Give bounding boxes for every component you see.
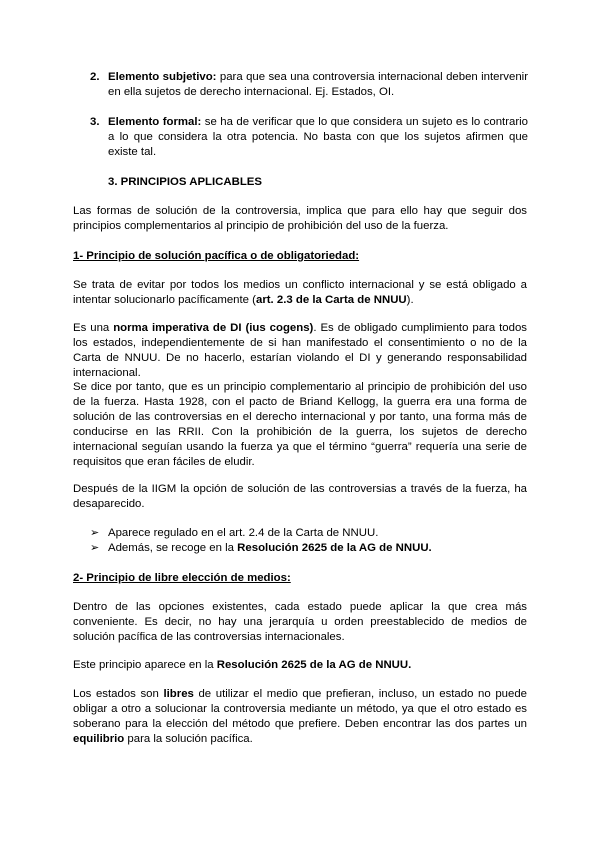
- item-text: para que sea una controversia internacional deben intervenir en ella sujetos de derecho internacional. Ej. Estados, OI.: [108, 71, 528, 98]
- principle1-paragraph-3: Se dice por tanto, que es un principio complementario al principio de prohibición del uso de la fuerza. Hasta 1928, con el pacto de Briand Kellogg, la guerra era una forma de solución de las controversias en el derecho internacional y por tanto, una forma más de conducirse en las RRII. Con la prohibición de la guerra, los sujetos de derecho internacional seguían usando la fuerza ya que el término “guerra” requería una serie de requisitos que eran fáciles de eludir.: [73, 381, 527, 468]
- arrow-bullet-icon: ➢: [90, 542, 100, 554]
- intro-paragraph: Las formas de solución de la controversia, implica que para ello hay que seguir dos principios complementarios al principio de prohibición del uso de la fuerza.: [73, 205, 527, 232]
- principle2-paragraph-1: Dentro de las opciones existentes, cada estado puede aplicar la que crea más conveniente. Es decir, no hay una jerarquía u orden preestablecido de medios de solución pacífica de las controversias internacionales.: [73, 601, 527, 643]
- item-text: se ha de verificar que lo que considera un sujeto es lo contrario a lo que considera la otra potencia. No basta con que los sujetos afirmen que existe tal.: [108, 116, 528, 158]
- text-run-bold: art. 2.3 de la Carta de NNUU: [255, 294, 407, 306]
- text-run-bold: Resolución 2625 de la AG de NNUU.: [237, 542, 432, 554]
- item-number: 2.: [90, 71, 100, 83]
- text-run-bold: equilibrio: [73, 733, 125, 745]
- bullet-item: Aparece regulado en el art. 2.4 de la Carta de NNUU.: [108, 527, 379, 539]
- text-run: de utilizar el medio que prefieran, incluso, un estado no puede obligar a otro a solucionar la controversia mediante un método, ya que el otro estado es soberano para la elección del método que prefiere. Deben encontrar las dos partes un: [73, 688, 528, 730]
- item-label: Elemento subjetivo:: [108, 71, 217, 83]
- item-label: Elemento formal:: [108, 116, 202, 128]
- text-run: Es una: [73, 322, 114, 334]
- principle1-paragraph-1: [73, 278, 527, 308]
- text-run-bold: Resolución 2625 de la AG de NNUU.: [216, 659, 412, 671]
- text-run-bold: libres: [163, 688, 194, 700]
- section-heading: 3. PRINCIPIOS APLICABLES: [108, 176, 263, 188]
- item-number: 3.: [90, 116, 100, 128]
- principle2-paragraph-2: [73, 658, 527, 673]
- text-run: ).: [406, 294, 414, 306]
- text-run: . Es de obligado cumplimiento para todos los estados, independientemente de si han manifestado el consentimiento o no de la Carta de NNUU. De no hacerlo, estarían violando el DI y generando responsabilidad internacional.: [73, 322, 527, 379]
- text-run: Además, se recoge en la: [108, 542, 238, 554]
- text-run-bold: norma imperativa de DI (ius cogens): [113, 322, 314, 334]
- arrow-bullet-icon: ➢: [90, 527, 100, 539]
- principle2-paragraph-3: [73, 687, 527, 747]
- principle2-heading: 2- Principio de libre elección de medios:: [73, 572, 291, 584]
- text-run: Este principio aparece en la: [73, 659, 217, 671]
- list-item-subjective: [108, 70, 528, 100]
- list-item-formal: [108, 115, 528, 160]
- bullet-item: [108, 541, 432, 556]
- principle1-paragraph-2: [73, 321, 527, 381]
- text-run: Se trata de evitar por todos los medios un conflicto internacional y se está obligado a intentar solucionarlo pacíficamente (: [73, 279, 527, 306]
- text-run: para la solución pacífica.: [124, 733, 253, 745]
- principle1-paragraph-4: Después de la IIGM la opción de solución de las controversias a través de la fuerza, ha desaparecido.: [73, 483, 527, 510]
- text-run: Los estados son: [73, 688, 164, 700]
- principle1-heading: 1- Principio de solución pacífica o de obligatoriedad:: [73, 250, 360, 262]
